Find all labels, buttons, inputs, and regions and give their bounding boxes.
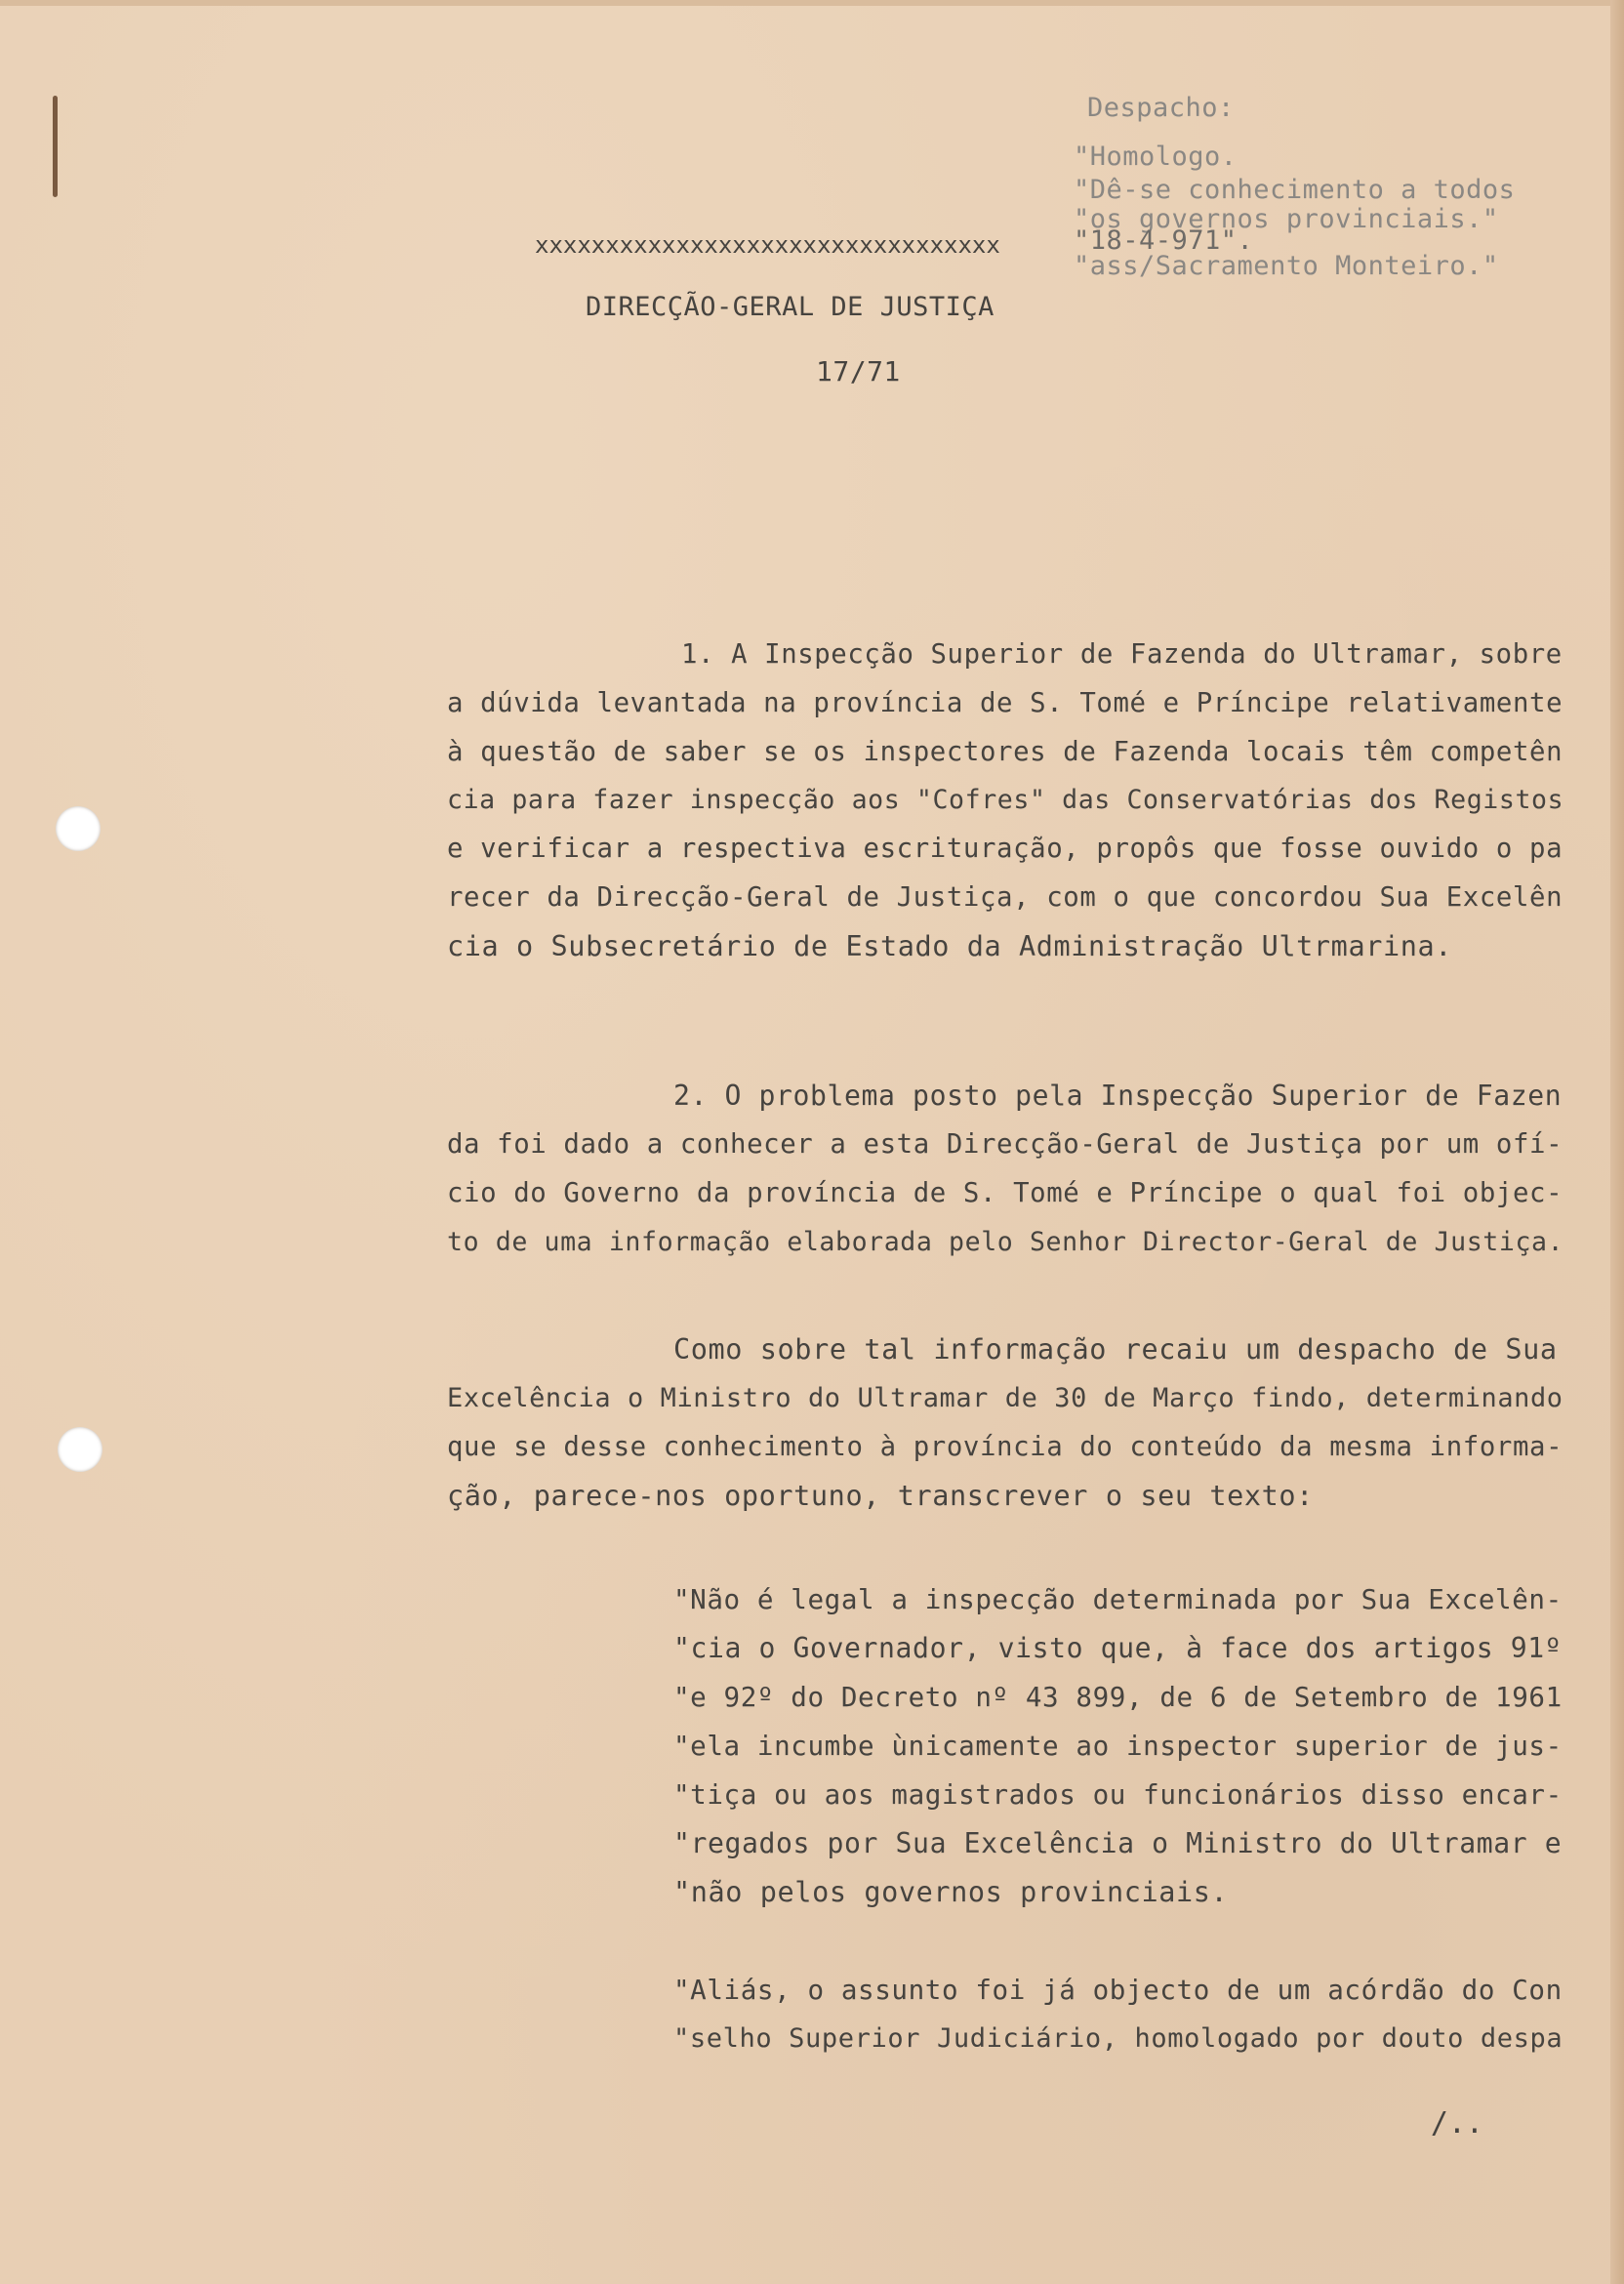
despacho-line-2: "Dê-se conhecimento a todos: [1074, 175, 1516, 205]
p3-line-3: que se desse conhecimento à província do conteúdo da mesma informa-: [447, 1432, 1563, 1462]
p1-line-2: a dúvida levantada na província de S. Tomé e Príncipe relativamente: [447, 688, 1563, 718]
header-rule: xxxxxxxxxxxxxxxxxxxxxxxxxxxxxxxxx: [535, 231, 1000, 259]
quote1-line-1: "Não é legal a inspecção determinada por Sua Excelên-: [673, 1584, 1563, 1615]
quote2-line-1: "Aliás, o assunto foi já objecto de um acórdão do Con: [673, 1975, 1563, 2006]
p2-line-2: da foi dado a conhecer a esta Direcção-Geral de Justiça por um ofí-: [447, 1129, 1563, 1160]
quote1-line-4: "ela incumbe ùnicamente ao inspector superior de jus-: [673, 1731, 1563, 1762]
p2-line-3: cio do Governo da província de S. Tomé e Príncipe o qual foi objec-: [447, 1178, 1563, 1208]
despacho-line-4: "18-4-971".: [1074, 225, 1254, 256]
p2-line-4: to de uma informação elaborada pelo Senhor Director-Geral de Justiça.: [447, 1227, 1564, 1257]
p3-line-1: Como sobre tal informação recaiu um despacho de Sua: [673, 1333, 1558, 1366]
quote1-line-6: "regados por Sua Excelência o Ministro do Ultramar e: [673, 1827, 1563, 1859]
p3-line-2: Excelência o Ministro do Ultramar de 30 de Março findo, determinando: [447, 1383, 1563, 1413]
punch-hole-upper: [56, 806, 101, 851]
quote1-line-3: "e 92º do Decreto nº 43 899, de 6 de Setembro de 1961: [673, 1682, 1563, 1713]
p1-line-1: 1. A Inspecção Superior de Fazenda do Ultramar, sobre: [681, 639, 1563, 670]
despacho-line-1: "Homologo.: [1074, 142, 1238, 172]
despacho-title: Despacho:: [1087, 93, 1235, 123]
staple-mark: [53, 96, 58, 197]
p1-line-6: recer da Direcção-Geral de Justiça, com o que concordou Sua Excelên: [447, 882, 1563, 913]
continuation-mark: /..: [1430, 2106, 1483, 2141]
p1-line-3: à questão de saber se os inspectores de Fazenda locais têm competên: [447, 737, 1563, 767]
p3-line-4: ção, parece-nos oportuno, transcrever o seu texto:: [447, 1480, 1314, 1512]
despacho-line-3: "os governos provinciais.": [1074, 204, 1499, 234]
paper-right-edge: [1610, 0, 1624, 2284]
p2-line-1: 2. O problema posto pela Inspecção Superior de Fazen: [673, 1080, 1563, 1112]
quote1-line-7: "não pelos governos provinciais.: [673, 1876, 1229, 1908]
quote1-line-5: "tiça ou aos magistrados ou funcionários disso encar-: [673, 1779, 1563, 1811]
p1-line-4: cia para fazer inspecção aos "Cofres" das Conservatórias dos Registos: [447, 785, 1564, 815]
despacho-line-5: "ass/Sacramento Monteiro.": [1074, 251, 1499, 281]
reference-number: 17/71: [816, 355, 901, 387]
punch-hole-lower: [58, 1427, 102, 1472]
paper-top-edge: [0, 0, 1624, 6]
quote1-line-2: "cia o Governador, visto que, à face dos artigos 91º: [673, 1632, 1563, 1664]
quote2-line-2: "selho Superior Judiciário, homologado por douto despa: [673, 2023, 1563, 2054]
p1-line-5: e verificar a respectiva escrituração, propôs que fosse ouvido o pa: [447, 834, 1563, 864]
organization-heading: DIRECÇÃO-GERAL DE JUSTIÇA: [586, 292, 995, 322]
p1-line-7: cia o Subsecretário de Estado da Administração Ultrmarina.: [447, 930, 1452, 962]
